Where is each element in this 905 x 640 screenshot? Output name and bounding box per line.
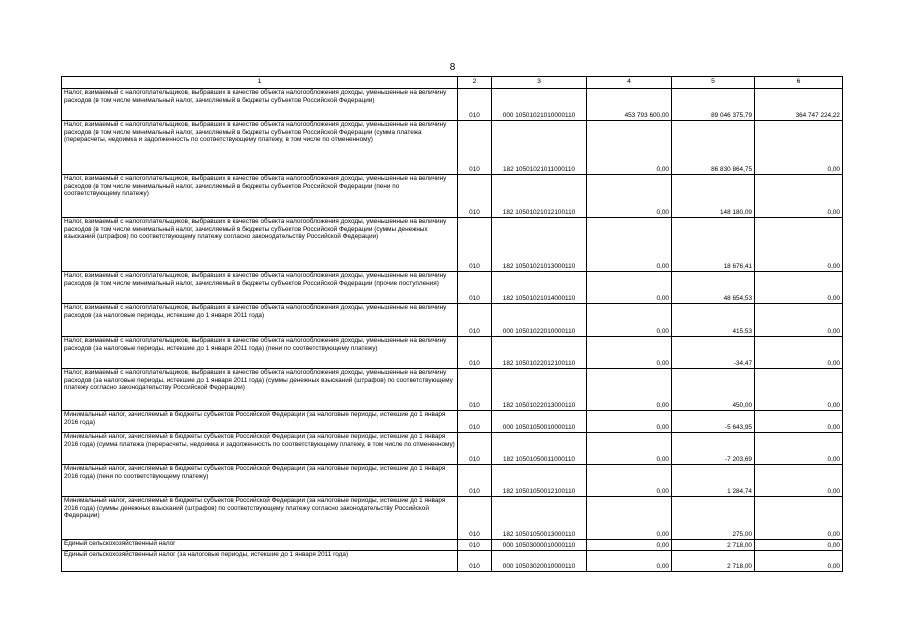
- row-col6-cell: 364 747 224,22: [755, 89, 843, 121]
- row-line-cell: 010: [458, 433, 492, 465]
- row-name-cell: Налог, взимаемый с налогоплательщиков, выбравших в качестве объекта налогообложения доходы, уменьшенные на величину расходов (за налоговые периоды, истекшие до 1 января 2011 года) (пени по соответствующему платежу): [62, 337, 458, 369]
- row-code-cell: 182 10501022012100110: [492, 337, 587, 369]
- row-col5-cell: -7 203,69: [672, 433, 755, 465]
- table-row: [62, 433, 843, 465]
- row-code-cell: 000 10503020010000110: [492, 551, 587, 572]
- row-col5-cell: 1 284,74: [672, 465, 755, 497]
- row-col5-cell: 275,00: [672, 497, 755, 540]
- row-code-cell: 182 10501021012100110: [492, 175, 587, 218]
- row-col5-cell: 89 046 375,79: [672, 89, 755, 121]
- row-code-cell: 000 10501050010000110: [492, 411, 587, 433]
- row-col5-cell: 2 718,00: [672, 540, 755, 551]
- row-col4-cell: 0,00: [587, 175, 672, 218]
- row-line-cell: 010: [458, 497, 492, 540]
- row-col6-cell: 0,00: [755, 304, 843, 337]
- row-line-cell: 010: [458, 121, 492, 175]
- column-header-code: 3: [492, 77, 587, 89]
- row-code-cell: 182 10501021011000110: [492, 121, 587, 175]
- column-header-name: 1: [62, 77, 458, 89]
- row-col5-cell: 18 676,41: [672, 218, 755, 272]
- row-line-cell: 010: [458, 551, 492, 572]
- row-col6-cell: 0,00: [755, 175, 843, 218]
- row-col4-cell: 453 793 600,00: [587, 89, 672, 121]
- table-row: [62, 89, 843, 121]
- table-row: [62, 337, 843, 369]
- row-code-cell: 182 10501050012100110: [492, 465, 587, 497]
- table-row: [62, 540, 843, 551]
- row-col4-cell: 0,00: [587, 540, 672, 551]
- row-line-cell: 010: [458, 411, 492, 433]
- row-code-cell: 182 10501021013000110: [492, 218, 587, 272]
- table-header-row: [62, 77, 843, 89]
- row-code-cell: 000 10501021010000110: [492, 89, 587, 121]
- row-line-cell: 010: [458, 369, 492, 411]
- row-code-cell: 182 10501050011000110: [492, 433, 587, 465]
- row-line-cell: 010: [458, 272, 492, 304]
- row-name-cell: Минимальный налог, зачисляемый в бюджеты субъектов Российской Федерации (за налоговые периоды, истекшие до 1 января 2016 года) (пени по соответствующему платежу): [62, 465, 458, 497]
- row-name-cell: Налог, взимаемый с налогоплательщиков, выбравших в качестве объекта налогообложения доходы, уменьшенные на величину расходов (за налоговые периоды, истекшие до 1 января 2011 года): [62, 304, 458, 337]
- table-row: [62, 497, 843, 540]
- row-col5-cell: 415,53: [672, 304, 755, 337]
- row-col5-cell: -34,47: [672, 337, 755, 369]
- row-name-cell: Минимальный налог, зачисляемый в бюджеты субъектов Российской Федерации (за налоговые периоды, истекшие до 1 января 2016 года): [62, 411, 458, 433]
- row-code-cell: 182 10501022013000110: [492, 369, 587, 411]
- row-name-cell: Налог, взимаемый с налогоплательщиков, выбравших в качестве объекта налогообложения доходы, уменьшенные на величину расходов (за налоговые периоды, истекшие до 1 января 2011 года) (суммы денежных взысканий (штрафов) по соответствующему платежу согласно законодательству Российской Федерации): [62, 369, 458, 411]
- row-line-cell: 010: [458, 89, 492, 121]
- row-col6-cell: 0,00: [755, 551, 843, 572]
- row-col6-cell: 0,00: [755, 497, 843, 540]
- row-col6-cell: 0,00: [755, 465, 843, 497]
- row-name-cell: Налог, взимаемый с налогоплательщиков, выбравших в качестве объекта налогообложения доходы, уменьшенные на величину расходов (в том числе минимальный налог, зачисляемый в бюджеты субъектов Российской Федерации (суммы денежных взысканий (штрафов) по соответствующему платежу согласно законодательству Российской Федерации): [62, 218, 458, 272]
- row-name-cell: Единый сельскохозяйственный налог: [62, 540, 458, 551]
- row-col4-cell: 0,00: [587, 433, 672, 465]
- row-col4-cell: 0,00: [587, 465, 672, 497]
- row-col6-cell: 0,00: [755, 433, 843, 465]
- row-col6-cell: 0,00: [755, 369, 843, 411]
- revenue-table: [61, 76, 843, 572]
- table-row: [62, 272, 843, 304]
- row-name-cell: Налог, взимаемый с налогоплательщиков, выбравших в качестве объекта налогообложения доходы, уменьшенные на величину расходов (в том числе минимальный налог, зачисляемый в бюджеты субъектов Российской Федерации (прочие поступления): [62, 272, 458, 304]
- row-col4-cell: 0,00: [587, 551, 672, 572]
- row-col6-cell: 0,00: [755, 121, 843, 175]
- row-col6-cell: 0,00: [755, 337, 843, 369]
- row-line-cell: 010: [458, 304, 492, 337]
- table-row: [62, 411, 843, 433]
- row-name-cell: Налог, взимаемый с налогоплательщиков, выбравших в качестве объекта налогообложения доходы, уменьшенные на величину расходов (в том числе минимальный налог, зачисляемый в бюджеты субъектов Российской Федерации): [62, 89, 458, 121]
- page-number: 8: [449, 62, 456, 73]
- row-col5-cell: 2 718,00: [672, 551, 755, 572]
- row-line-cell: 010: [458, 337, 492, 369]
- table-row: [62, 465, 843, 497]
- row-name-cell: Минимальный налог, зачисляемый в бюджеты субъектов Российской Федерации (за налоговые периоды, истекшие до 1 января 2016 года) (сумма платежа (перерасчеты, недоимка и задолженность по соответствующему платежу, в том числе по отмененному): [62, 433, 458, 465]
- row-col6-cell: 0,00: [755, 272, 843, 304]
- row-col6-cell: 0,00: [755, 218, 843, 272]
- row-col6-cell: 0,00: [755, 540, 843, 551]
- table-row: [62, 175, 843, 218]
- table-row: [62, 369, 843, 411]
- row-col4-cell: 0,00: [587, 272, 672, 304]
- row-line-cell: 010: [458, 218, 492, 272]
- row-col5-cell: -5 643,95: [672, 411, 755, 433]
- row-name-cell: Налог, взимаемый с налогоплательщиков, выбравших в качестве объекта налогообложения доходы, уменьшенные на величину расходов (в том числе минимальный налог, зачисляемый в бюджеты субъектов Российской Федерации (сумма платежа (перерасчеты, недоимка и задолженность по соответствующему платежу, в том числе по отмененному): [62, 121, 458, 175]
- row-col4-cell: 0,00: [587, 304, 672, 337]
- row-col6-cell: 0,00: [755, 411, 843, 433]
- row-line-cell: 010: [458, 540, 492, 551]
- table-row: [62, 304, 843, 337]
- row-code-cell: 000 10501022010000110: [492, 304, 587, 337]
- column-header-col5: 5: [672, 77, 755, 89]
- row-col4-cell: 0,00: [587, 121, 672, 175]
- row-col4-cell: 0,00: [587, 337, 672, 369]
- row-code-cell: 000 10503000010000110: [492, 540, 587, 551]
- row-col5-cell: 148 180,09: [672, 175, 755, 218]
- row-code-cell: 182 10501021014000110: [492, 272, 587, 304]
- row-col4-cell: 0,00: [587, 411, 672, 433]
- table-body: [62, 89, 843, 572]
- row-name-cell: Минимальный налог, зачисляемый в бюджеты субъектов Российской Федерации (за налоговые периоды, истекшие до 1 января 2016 года) (суммы денежных взысканий (штрафов) по соответствующему платежу согласно законодательству Российской Федерации): [62, 497, 458, 540]
- row-col4-cell: 0,00: [587, 369, 672, 411]
- row-col4-cell: 0,00: [587, 218, 672, 272]
- row-col5-cell: 86 830 864,75: [672, 121, 755, 175]
- table-row: [62, 551, 843, 572]
- row-col4-cell: 0,00: [587, 497, 672, 540]
- table-row: [62, 121, 843, 175]
- row-line-cell: 010: [458, 175, 492, 218]
- row-col5-cell: 48 654,53: [672, 272, 755, 304]
- column-header-line: 2: [458, 77, 492, 89]
- column-header-col6: 6: [755, 77, 843, 89]
- row-code-cell: 182 10501050013000110: [492, 497, 587, 540]
- row-line-cell: 010: [458, 465, 492, 497]
- column-header-col4: 4: [587, 77, 672, 89]
- row-col5-cell: 450,00: [672, 369, 755, 411]
- row-name-cell: Налог, взимаемый с налогоплательщиков, выбравших в качестве объекта налогообложения доходы, уменьшенные на величину расходов (в том числе минимальный налог, зачисляемый в бюджеты субъектов Российской Федерации (пени по соответствующему платежу): [62, 175, 458, 218]
- row-name-cell: Единый сельскохозяйственный налог (за налоговые периоды, истекшие до 1 января 2011 года): [62, 551, 458, 572]
- table-row: [62, 218, 843, 272]
